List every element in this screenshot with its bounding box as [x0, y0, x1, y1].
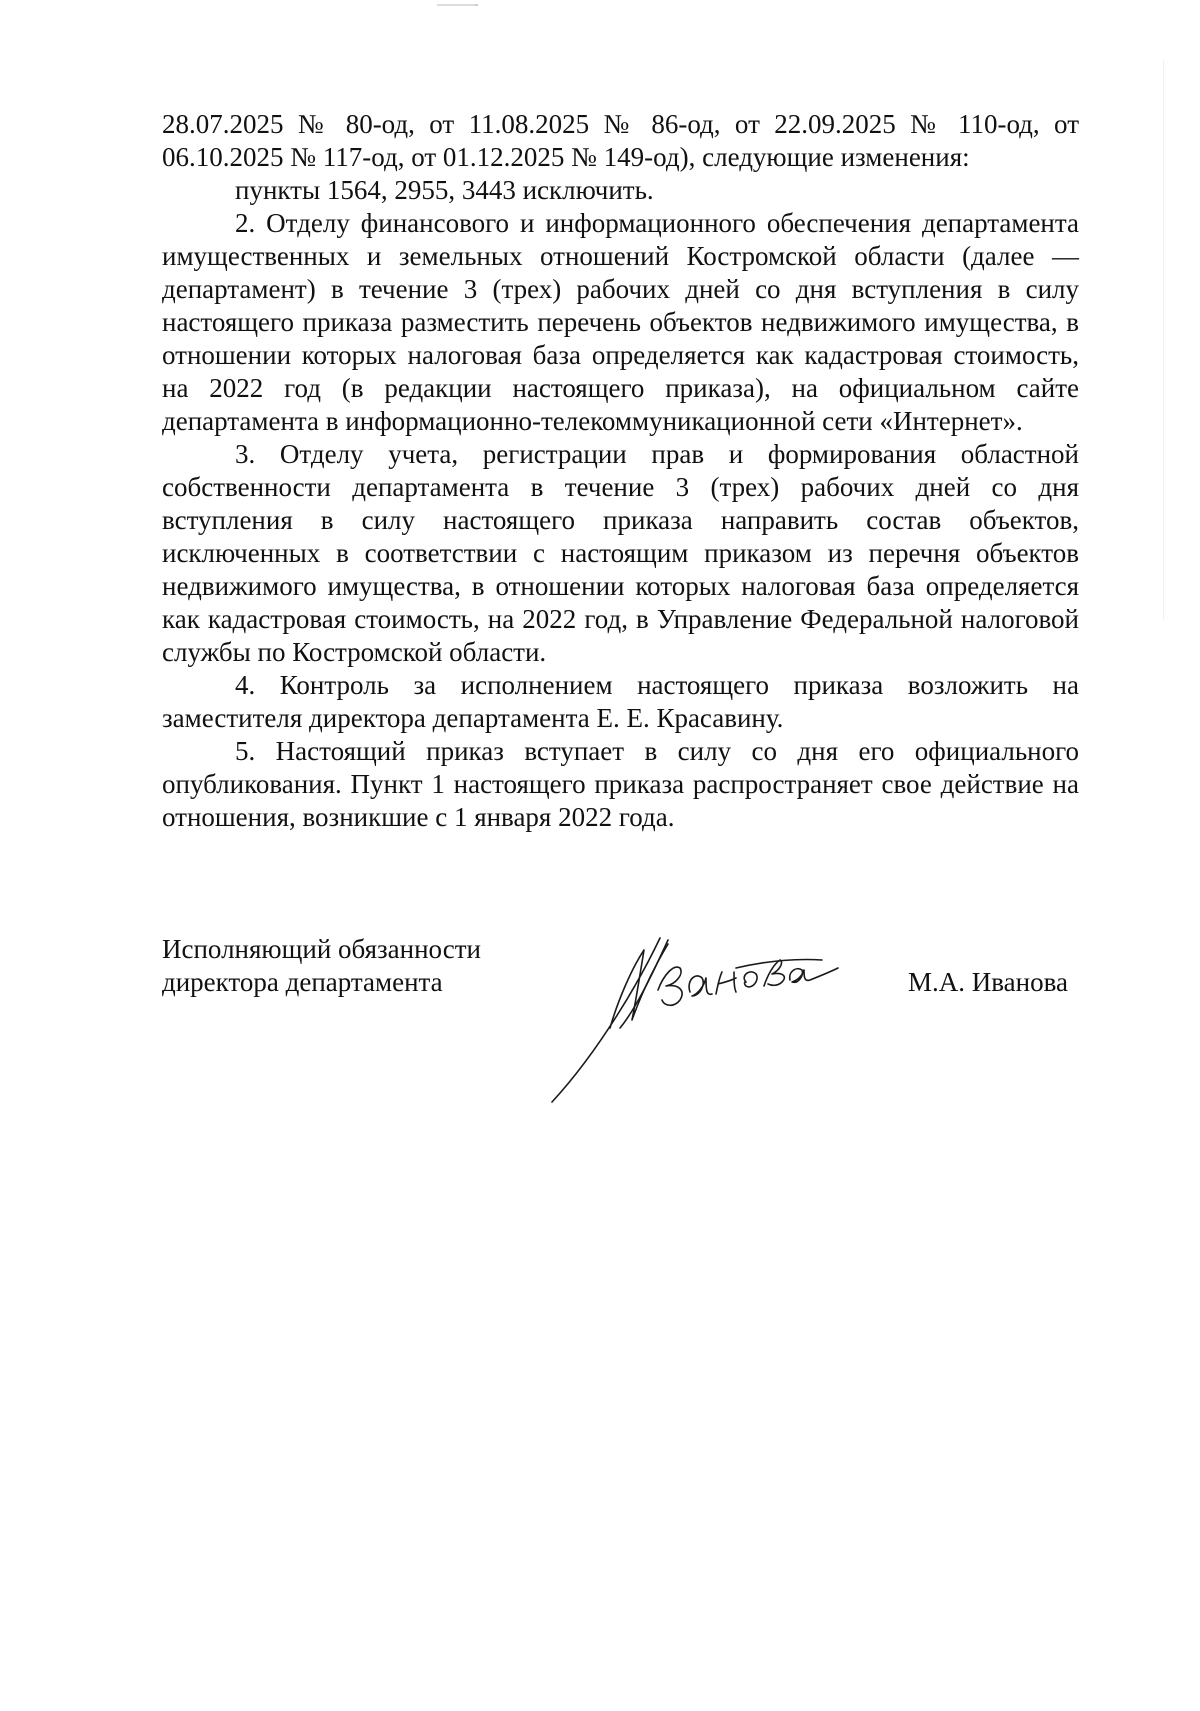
signatory-name: М.А. Иванова	[908, 967, 1068, 997]
paragraph-item-4: 4. Контроль за исполнением настоящего приказа возложить на заместителя директора департамента Е. Е. Красавину.	[162, 670, 1079, 733]
signatory-title-line-2: директора департамента	[162, 967, 443, 997]
paragraph-item-5: 5. Настоящий приказ вступает в силу со дня его официального опубликования. Пункт 1 настоящего приказа распространяет свое действие на отношения, возникшие с 1 января 2022 года.	[162, 736, 1079, 832]
handwritten-signature	[540, 920, 840, 1120]
scan-artifact	[475, 4, 478, 6]
paragraph-exclusion: пункты 1564, 2955, 3443 исключить.	[235, 175, 654, 205]
paragraph-item-3: 3. Отделу учета, регистрации прав и формирования областной собственности департамента в течение 3 (трех) рабочих дней со дня вступления в силу настоящего приказа направить состав объектов, исключенных в соответствии с настоящим приказом из перечня объектов недвижимого имущества, в отношении которых налоговая база определяется как кадастровая стоимость, на 2022 год, в Управление Федеральной налоговой службы по Костромской области.	[162, 439, 1079, 667]
paragraph-continuation: 28.07.2025 № 80-од, от 11.08.2025 № 86-од, от 22.09.2025 № 110-од, от 06.10.2025 № 117-од, от 01.12.2025 № 149-од), следующие изменения:	[162, 109, 1079, 172]
paragraph-item-2: 2. Отделу финансового и информационного обеспечения департамента имущественных и земельных отношений Костромской области (далее — департамент) в течение 3 (трех) рабочих дней со дня вступления в силу настоящего приказа разместить перечень объектов недвижимого имущества, в отношении которых налоговая база определяется как кадастровая стоимость, на 2022 год (в редакции настоящего приказа), на официальном сайте департамента в информационно-телекоммуникационной сети «Интернет».	[162, 208, 1079, 436]
scan-edge-line	[1163, 60, 1164, 620]
signatory-title-line-1: Исполняющий обязанности	[162, 934, 481, 964]
document-body	[162, 108, 1079, 834]
scan-artifact	[437, 4, 477, 6]
